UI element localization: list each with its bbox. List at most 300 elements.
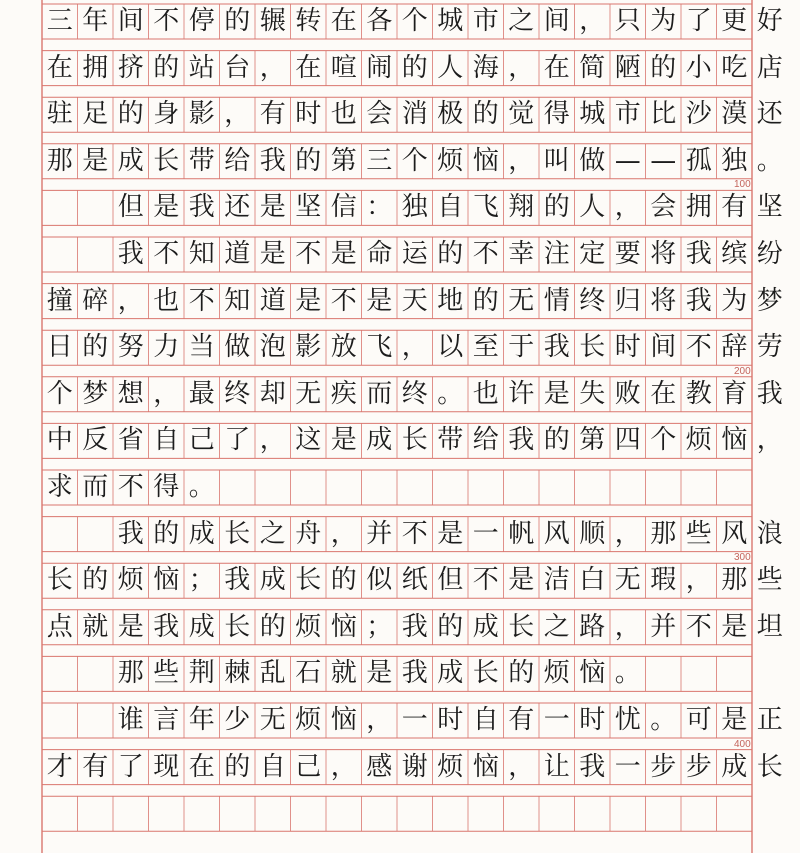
essay-char: 间 [543, 6, 570, 36]
essay-char: 少 [224, 705, 251, 735]
essay-char: 步 [650, 751, 677, 782]
essay-char: 谢 [401, 751, 428, 782]
essay-char: 谁 [117, 705, 144, 735]
essay-char: 将 [650, 285, 677, 316]
essay-char: 在 [650, 378, 677, 409]
essay-char: 长 [401, 425, 428, 456]
essay-char: ， [614, 192, 641, 223]
essay-char: 长 [508, 611, 535, 642]
essay-char: 风 [721, 518, 748, 549]
essay-char: 做 [224, 332, 251, 363]
essay-char: 是 [366, 285, 393, 316]
essay-char: 成 [721, 751, 748, 782]
essay-char: 日 [46, 332, 73, 363]
essay-char: 我 [685, 285, 712, 316]
essay-char: 我 [117, 518, 144, 549]
essay-char: 言 [153, 705, 180, 735]
essay-char: 我 [508, 425, 535, 456]
essay-char: 年 [82, 6, 109, 36]
essay-char: 运 [401, 239, 428, 269]
essay-char: 人 [579, 192, 606, 223]
essay-char: 自 [472, 705, 499, 735]
essay-char: ， [508, 52, 535, 83]
essay-char: 正 [756, 705, 783, 735]
essay-char: 知 [224, 285, 251, 316]
essay-char: 并 [366, 518, 393, 549]
essay-char: 还 [224, 192, 251, 223]
essay-char: ， [117, 285, 144, 316]
essay-char: 是 [330, 239, 357, 269]
essay-char: 恼 [472, 751, 499, 782]
word-count-mark: 400 [734, 738, 751, 750]
word-count-mark: 200 [734, 365, 751, 377]
word-count-mark: 300 [734, 552, 751, 564]
essay-char: 的 [117, 99, 144, 130]
essay-char: 棘 [224, 658, 251, 689]
essay-char: 终 [401, 378, 428, 409]
essay-char: 在 [46, 52, 73, 83]
essay-char: 感 [366, 751, 393, 782]
essay-char: 拥 [82, 52, 109, 83]
essay-char: 定 [579, 239, 606, 269]
essay-char: 人 [437, 52, 464, 83]
essay-char: 那 [117, 658, 144, 689]
essay-char: 不 [295, 239, 322, 269]
essay-char: 的 [472, 285, 499, 316]
essay-char: 省 [117, 425, 144, 456]
essay-char: 成 [188, 611, 215, 642]
essay-char: 有 [82, 751, 109, 782]
essay-char: 我 [401, 658, 428, 689]
essay-char: 时 [295, 99, 322, 130]
essay-char: 浪 [756, 518, 783, 549]
essay-char: 时 [579, 705, 606, 735]
essay-char: ， [614, 518, 641, 549]
essay-char: 那 [46, 145, 73, 176]
essay-char: 在 [330, 6, 357, 36]
essay-char: 成 [366, 425, 393, 456]
essay-char: 成 [259, 565, 286, 596]
essay-char: 一 [401, 705, 428, 735]
essay-char: 的 [437, 611, 464, 642]
essay-char: 但 [437, 565, 464, 596]
essay-char: 不 [153, 239, 180, 269]
essay-char: 坚 [756, 192, 783, 223]
essay-char: 还 [756, 99, 783, 130]
essay-char: 石 [295, 658, 322, 689]
essay-char: 个 [401, 6, 428, 36]
essay-char: 长 [295, 565, 322, 596]
essay-char: 至 [472, 332, 499, 363]
essay-char: 飞 [366, 332, 393, 363]
essay-char: 些 [685, 518, 712, 549]
essay-char: 我 [543, 332, 570, 363]
essay-char: ， [685, 565, 712, 596]
essay-char: 知 [188, 239, 215, 269]
essay-char: 带 [188, 145, 215, 176]
essay-char: 不 [472, 565, 499, 596]
essay-char: 的 [224, 6, 251, 36]
essay-char: 不 [188, 285, 215, 316]
essay-char: 成 [472, 611, 499, 642]
essay-char: 的 [508, 658, 535, 689]
essay-char: 消 [401, 99, 428, 130]
essay-char: 在 [295, 52, 322, 83]
essay-char: 缤 [721, 239, 748, 269]
essay-char: 将 [650, 239, 677, 269]
essay-char: 带 [437, 425, 464, 456]
essay-char: 败 [614, 378, 641, 409]
essay-char: ， [508, 145, 535, 176]
essay-char: 。 [437, 378, 464, 409]
essay-char: 不 [117, 472, 144, 502]
essay-char: 第 [579, 425, 606, 456]
essay-char: 烦 [437, 751, 464, 782]
essay-char: 之 [543, 611, 570, 642]
essay-char: 辗 [259, 6, 286, 36]
essay-char: 求 [46, 472, 73, 502]
essay-char: 飞 [472, 192, 499, 223]
essay-char: 给 [472, 425, 499, 456]
essay-char: 的 [153, 52, 180, 83]
essay-char: 在 [188, 751, 215, 782]
essay-char: 喧 [330, 52, 357, 83]
essay-char: ， [330, 751, 357, 782]
essay-char: 烦 [295, 705, 322, 735]
essay-char: ， [366, 705, 393, 735]
essay-char: 沙 [685, 99, 712, 130]
essay-char: 独 [721, 145, 748, 176]
essay-char: 第 [330, 145, 357, 176]
essay-char: 疾 [330, 378, 357, 409]
essay-char: 个 [46, 378, 73, 409]
essay-char: 是 [153, 192, 180, 223]
essay-char: 是 [295, 285, 322, 316]
essay-char: 更 [721, 6, 748, 36]
essay-char: 恼 [330, 705, 357, 735]
essay-char: 而 [366, 378, 393, 409]
essay-char: 的 [650, 52, 677, 83]
essay-char: 有 [508, 705, 535, 735]
essay-char: 烦 [437, 145, 464, 176]
essay-char: 不 [685, 332, 712, 363]
essay-char: 是 [508, 565, 535, 596]
essay-char: 得 [543, 99, 570, 130]
essay-char: 天 [401, 285, 428, 316]
essay-char: 舟 [295, 518, 322, 549]
essay-char: 一 [472, 518, 499, 549]
essay-char: 台 [224, 52, 251, 83]
essay-char: 些 [153, 658, 180, 689]
essay-char: 许 [508, 378, 535, 409]
essay-char: 不 [472, 239, 499, 269]
essay-char: ， [614, 611, 641, 642]
essay-char: 忧 [614, 705, 641, 735]
essay-char: 烦 [117, 565, 144, 596]
essay-char: 帆 [508, 518, 535, 549]
essay-char: 无 [259, 705, 286, 735]
essay-char: 点 [46, 611, 73, 642]
essay-char: 瑕 [650, 565, 677, 596]
essay-char: 城 [579, 99, 606, 130]
essay-char: 影 [188, 99, 215, 130]
essay-char: 是 [721, 705, 748, 735]
essay-char: 坚 [295, 192, 322, 223]
essay-char: 梦 [82, 378, 109, 409]
essay-char: 坦 [756, 611, 783, 642]
essay-char: 烦 [295, 611, 322, 642]
essay-char: 信 [330, 192, 357, 223]
essay-char: 反 [82, 425, 109, 456]
essay-char: 了 [117, 751, 144, 782]
essay-char: 城 [437, 6, 464, 36]
essay-char: 海 [472, 52, 499, 83]
essay-char: 一 [614, 751, 641, 782]
essay-char: 时 [614, 332, 641, 363]
essay-char: 翔 [508, 192, 535, 223]
essay-char: 我 [579, 751, 606, 782]
essay-char: 烦 [685, 425, 712, 456]
essay-char: 的 [295, 145, 322, 176]
essay-char: 道 [259, 285, 286, 316]
essay-char: 转 [295, 6, 322, 36]
essay-char: 情 [543, 285, 570, 316]
essay-char: ， [259, 425, 286, 456]
essay-char: ， [508, 751, 535, 782]
essay-char: 只 [614, 6, 641, 36]
essay-char: 终 [224, 378, 251, 409]
word-count-mark: 100 [734, 179, 751, 191]
essay-char: 。 [650, 705, 677, 735]
essay-char: 以 [437, 332, 464, 363]
essay-char: 梦 [756, 285, 783, 316]
essay-char: 个 [650, 425, 677, 456]
essay-char: 育 [721, 378, 748, 409]
essay-char: 不 [401, 518, 428, 549]
essay-char: 个 [401, 145, 428, 176]
essay-char: 的 [224, 751, 251, 782]
essay-char: 的 [82, 332, 109, 363]
essay-char: 长 [224, 611, 251, 642]
essay-char: 的 [259, 611, 286, 642]
essay-char: 给 [224, 145, 251, 176]
essay-char: 的 [330, 565, 357, 596]
essay-char: 纸 [401, 565, 428, 596]
essay-char: 身 [153, 99, 180, 130]
essay-char: 站 [188, 52, 215, 83]
essay-char: 失 [579, 378, 606, 409]
essay-char: 风 [543, 518, 570, 549]
essay-char: 长 [756, 751, 783, 782]
essay-char: — [650, 145, 677, 176]
essay-char: 恼 [472, 145, 499, 176]
essay-char: 就 [82, 611, 109, 642]
essay-char: 洁 [543, 565, 570, 596]
essay-char: 叫 [543, 145, 570, 176]
essay-char: 辞 [721, 332, 748, 363]
essay-char: 我 [401, 611, 428, 642]
essay-char: 了 [685, 6, 712, 36]
essay-char: 是 [437, 518, 464, 549]
essay-char: ： [366, 192, 393, 223]
essay-char: 三 [46, 6, 73, 36]
essay-char: ； [366, 611, 393, 642]
essay-char: 恼 [579, 658, 606, 689]
essay-char: 要 [614, 239, 641, 269]
essay-char: 足 [82, 99, 109, 130]
essay-char: 白 [579, 565, 606, 596]
essay-char: 得 [153, 472, 180, 502]
essay-char: 挤 [117, 52, 144, 83]
essay-char: ， [756, 425, 783, 456]
essay-char: 驻 [46, 99, 73, 130]
essay-char: 是 [543, 378, 570, 409]
essay-char: 是 [330, 425, 357, 456]
essay-char: 步 [685, 751, 712, 782]
essay-char: 幸 [508, 239, 535, 269]
essay-char: 长 [153, 145, 180, 176]
essay-char: 陋 [614, 52, 641, 83]
essay-char: 也 [153, 285, 180, 316]
essay-char: 间 [117, 6, 144, 36]
essay-char: 市 [614, 99, 641, 130]
essay-char: 。 [614, 658, 641, 689]
essay-char: 我 [685, 239, 712, 269]
essay-char: 各 [366, 6, 393, 36]
essay-char: 年 [188, 705, 215, 735]
essay-char: 闹 [366, 52, 393, 83]
essay-char: 就 [330, 658, 357, 689]
essay-char: 劳 [756, 332, 783, 363]
essay-char: 比 [650, 99, 677, 130]
essay-char: 些 [756, 565, 783, 596]
essay-char: 的 [543, 425, 570, 456]
essay-char: 市 [472, 6, 499, 36]
essay-char: 而 [82, 472, 109, 502]
essay-char: 最 [188, 378, 215, 409]
essay-char: 之 [508, 6, 535, 36]
essay-char: 我 [224, 565, 251, 596]
essay-char: 可 [685, 705, 712, 735]
essay-char: 是 [259, 239, 286, 269]
essay-char: 不 [153, 6, 180, 36]
essay-char: 间 [650, 332, 677, 363]
essay-char: 泡 [259, 332, 286, 363]
essay-char: 烦 [543, 658, 570, 689]
essay-char: 无 [295, 378, 322, 409]
essay-char: 是 [721, 611, 748, 642]
essay-char: 似 [366, 565, 393, 596]
essay-char: 独 [401, 192, 428, 223]
essay-char: 一 [543, 705, 570, 735]
essay-char: 也 [472, 378, 499, 409]
essay-char: 才 [46, 751, 73, 782]
essay-char: 我 [117, 239, 144, 269]
essay-char: ， [330, 518, 357, 549]
essay-char: 不 [685, 611, 712, 642]
essay-char: ， [579, 6, 606, 36]
essay-char: 教 [685, 378, 712, 409]
essay-char: 的 [153, 518, 180, 549]
essay-char: 无 [614, 565, 641, 596]
essay-char: 纷 [756, 239, 783, 269]
essay-char: — [614, 145, 641, 176]
essay-char: 的 [82, 565, 109, 596]
essay-char: 长 [579, 332, 606, 363]
essay-char: 却 [259, 378, 286, 409]
essay-char: 四 [614, 425, 641, 456]
essay-char: ， [401, 332, 428, 363]
essay-char: 时 [437, 705, 464, 735]
essay-char: 影 [295, 332, 322, 363]
essay-char: 恼 [153, 565, 180, 596]
essay-char: 我 [259, 145, 286, 176]
essay-char: 这 [295, 425, 322, 456]
essay-char: 那 [721, 565, 748, 596]
essay-char: 自 [153, 425, 180, 456]
essay-char: 成 [117, 145, 144, 176]
essay-char: 漠 [721, 99, 748, 130]
essay-char: 我 [756, 378, 783, 409]
essay-char: 现 [153, 751, 180, 782]
essay-char: 终 [579, 285, 606, 316]
essay-char: 努 [117, 332, 144, 363]
essay-char: 店 [756, 52, 783, 83]
essay-char: 恼 [330, 611, 357, 642]
essay-char: 当 [188, 332, 215, 363]
essay-char: 为 [721, 285, 748, 316]
essay-char: 小 [685, 52, 712, 83]
essay-char: 会 [366, 99, 393, 130]
essay-char: 无 [508, 285, 535, 316]
essay-char: 是 [259, 192, 286, 223]
essay-char: ； [188, 565, 215, 596]
essay-char: 不 [330, 285, 357, 316]
essay-char: 简 [579, 52, 606, 83]
essay-char: 为 [650, 6, 677, 36]
essay-char: 那 [650, 518, 677, 549]
essay-char: 有 [721, 192, 748, 223]
essay-char: 的 [437, 239, 464, 269]
essay-char: 自 [259, 751, 286, 782]
essay-char: 觉 [508, 99, 535, 130]
essay-char: 想 [117, 378, 144, 409]
essay-char: 并 [650, 611, 677, 642]
essay-char: 好 [756, 6, 783, 36]
essay-char: 也 [330, 99, 357, 130]
essay-char: 是 [366, 658, 393, 689]
essay-char: 在 [543, 52, 570, 83]
essay-char: 的 [543, 192, 570, 223]
essay-char: 地 [437, 285, 464, 316]
essay-char: 我 [153, 611, 180, 642]
essay-char: 力 [153, 332, 180, 363]
essay-char: ， [153, 378, 180, 409]
essay-char: 做 [579, 145, 606, 176]
essay-char: 撞 [46, 285, 73, 316]
essay-char: 停 [188, 6, 215, 36]
essay-char: 成 [437, 658, 464, 689]
essay-char: 注 [543, 239, 570, 269]
essay-char: 自 [437, 192, 464, 223]
essay-char: 荆 [188, 658, 215, 689]
essay-char: 道 [224, 239, 251, 269]
essay-char: 长 [224, 518, 251, 549]
essay-char: 极 [437, 99, 464, 130]
essay-char: 孤 [685, 145, 712, 176]
essay-char: 让 [543, 751, 570, 782]
essay-char: 顺 [579, 518, 606, 549]
